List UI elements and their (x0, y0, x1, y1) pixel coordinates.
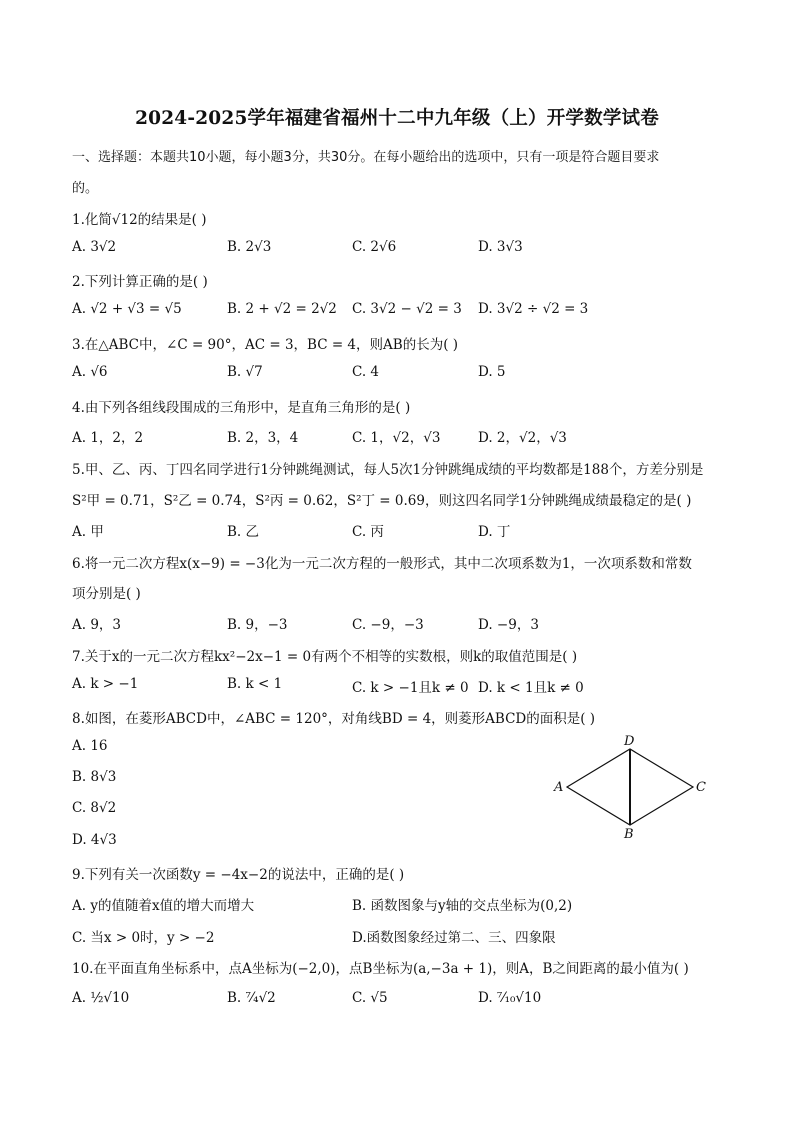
exam-title: 2024-2025学年福建省福州十二中九年级（上）开学数学试卷 (135, 108, 659, 129)
q6-option-b: B. 9，−3 (227, 617, 288, 633)
q6-option-c: C. −9，−3 (352, 617, 424, 633)
q10-option-a: A. ½√10 (72, 990, 130, 1006)
q2-option-a: A. √2 + √3 = √5 (72, 301, 182, 317)
q4-option-b: B. 2，3，4 (227, 430, 299, 446)
question-1-stem: 1.化简√12的结果是( ) (72, 212, 207, 228)
q5-option-c: C. 丙 (352, 524, 384, 540)
q3-option-c: C. 4 (352, 364, 380, 380)
q1-option-b: B. 2√3 (227, 239, 272, 255)
rhombus-diagram (550, 732, 720, 844)
q2-option-b: B. 2 + √2 = 2√2 (227, 301, 337, 317)
q6-option-d: D. −9，3 (478, 617, 539, 633)
question-4-stem: 4.由下列各组线段围成的三角形中，是直角三角形的是( ) (72, 400, 411, 416)
q8-option-d: D. 4√3 (72, 832, 117, 848)
q2-option-d: D. 3√2 ÷ √2 = 3 (478, 301, 589, 317)
vertex-label-c: C (696, 780, 706, 795)
q1-option-d: D. 3√3 (478, 239, 523, 255)
q7-option-b: B. k < 1 (227, 676, 283, 692)
question-5-stem: 5.甲、乙、丙、丁四名同学进行1分钟跳绳测试，每人5次1分钟跳绳成绩的平均数都是188个，方差分别是 (72, 462, 704, 478)
q3-option-d: D. 5 (478, 364, 506, 380)
q7-option-d: D. k < 1且k ≠ 0 (478, 680, 584, 696)
question-6-stem: 6.将一元二次方程x(x−9) = −3化为一元二次方程的一般形式，其中二次项系数为1，一次项系数和常数 (72, 556, 692, 572)
q3-option-a: A. √6 (72, 364, 108, 380)
q5-option-d: D. 丁 (478, 524, 511, 540)
question-6-stem-cont: 项分别是( ) (72, 586, 141, 602)
q8-option-c: C. 8√2 (72, 800, 117, 816)
q1-option-a: A. 3√2 (72, 239, 117, 255)
q9-option-b: B. 函数图象与y轴的交点坐标为(0,2) (352, 898, 573, 914)
q7-option-c: C. k > −1且k ≠ 0 (352, 680, 469, 696)
q2-option-c: C. 3√2 − √2 = 3 (352, 301, 462, 317)
q8-option-b: B. 8√3 (72, 769, 117, 785)
q3-option-b: B. √7 (227, 364, 263, 380)
q9-option-d: D.函数图象经过第二、三、四象限 (352, 930, 556, 946)
question-5-stem-cont: S²甲 = 0.71，S²乙 = 0.74，S²丙 = 0.62，S²丁 = 0.69，则这四名同学1分钟跳绳成绩最稳定的是( ) (72, 493, 692, 509)
question-8-stem: 8.如图，在菱形ABCD中，∠ABC = 120°，对角线BD = 4，则菱形ABCD的面积是( ) (72, 711, 596, 727)
q5-option-b: B. 乙 (227, 524, 260, 540)
section-heading-cont: 的。 (72, 181, 99, 196)
q7-option-a: A. k > −1 (72, 676, 139, 692)
question-9-stem: 9.下列有关一次函数y = −4x−2的说法中，正确的是( ) (72, 867, 405, 883)
q10-option-c: C. √5 (352, 990, 388, 1006)
q6-option-a: A. 9，3 (72, 617, 122, 633)
question-3-stem: 3.在△ABC中，∠C = 90°，AC = 3，BC = 4，则AB的长为( ) (72, 337, 459, 353)
question-10-stem: 10.在平面直角坐标系中，点A坐标为(−2,0)，点B坐标为(a,−3a + 1)，则A，B之间距离的最小值为( ) (72, 961, 689, 977)
vertex-label-b: B (624, 827, 634, 842)
q4-option-c: C. 1，√2，√3 (352, 430, 441, 446)
question-7-stem: 7.关于x的一元二次方程kx²−2x−1 = 0有两个不相等的实数根，则k的取值范围是( ) (72, 649, 578, 665)
q4-option-d: D. 2，√2，√3 (478, 430, 567, 446)
q5-option-a: A. 甲 (72, 524, 104, 540)
vertex-label-a: A (554, 780, 564, 795)
q9-option-a: A. y的值随着x值的增大而增大 (72, 898, 255, 914)
section-heading: 一、选择题：本题共10小题，每小题3分，共30分。在每小题给出的选项中，只有一项是符合题目要求 (72, 150, 660, 165)
q10-option-d: D. ⁷⁄₁₀√10 (478, 990, 542, 1006)
q8-option-a: A. 16 (72, 738, 108, 754)
q10-option-b: B. ⁷⁄₄√2 (227, 990, 276, 1006)
q9-option-c: C. 当x > 0时，y > −2 (72, 930, 215, 946)
q4-option-a: A. 1，2，2 (72, 430, 144, 446)
question-2-stem: 2.下列计算正确的是( ) (72, 274, 208, 290)
vertex-label-d: D (624, 734, 635, 749)
q1-option-c: C. 2√6 (352, 239, 397, 255)
